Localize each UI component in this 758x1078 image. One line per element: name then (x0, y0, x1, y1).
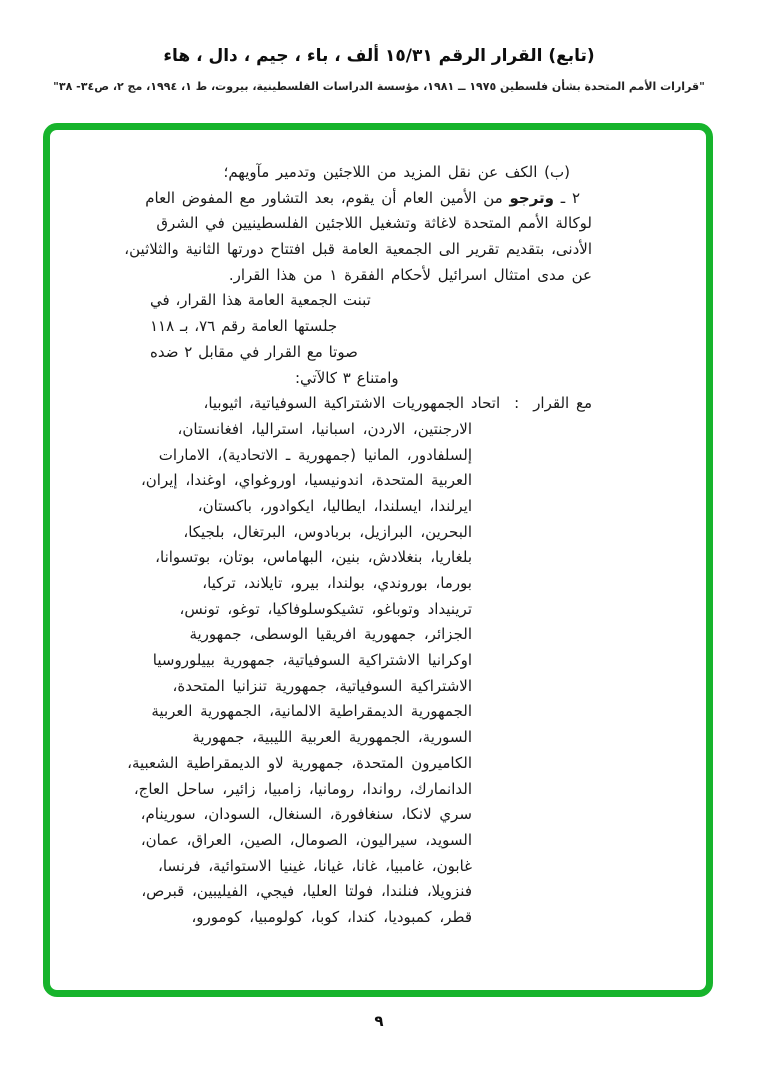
paragraph-line: عن مدى امتثال اسرائيل لأحكام الفقرة ١ من هذا القرار. (228, 265, 592, 284)
country-list-line: ترينيداد وتوباغو، تشيكوسلوفاكيا، توغو، تونس، (179, 599, 472, 618)
paragraph-line: لوكالة الأمم المتحدة لاغاثة وتشغيل اللاجئين الفلسطينيين في الشرق (156, 214, 592, 233)
country-list-line: البحرين، البرازيل، بربادوس، البرتغال، بلجيكا، (183, 522, 472, 541)
paragraph-text: من الأمين العام أن يقوم، بعد التشاور مع المفوض العام (145, 188, 510, 207)
country-list-line: بورما، بوروندي، بولندا، بيرو، تايلاند، تركيا، (202, 574, 472, 592)
country-list-line: ايرلندا، ايسلندا، ايطاليا، ايكوادور، باكستان، (197, 496, 472, 515)
country-list-line: إلسلفادور، المانيا (جمهورية ـ الاتحادية)، الامارات (158, 445, 472, 464)
country-list-line: الكاميرون المتحدة، جمهورية لاو الديمقراطية الشعبية، (127, 753, 472, 772)
page-header-title: (تابع) القرار الرقم ١٥/٣١ ألف ، باء ، جيم ، دال ، هاء (163, 46, 595, 66)
country-list-line: الجزائر، جمهورية افريقيا الوسطى، جمهورية (189, 625, 472, 644)
country-list-line: قطر، كمبوديا، كندا، كوبا، كولومبيا، كومورو، (191, 907, 472, 926)
adoption-line: وامتناع ٣ كالآتي: (295, 368, 399, 387)
country-list-line: السويد، سيراليون، الصومال، الصين، العراق، عمان، (140, 830, 472, 849)
operative-verb: وترجو (509, 188, 554, 207)
adoption-line: صوتا مع القرار في مقابل ٢ ضده (150, 342, 358, 361)
country-list-line: الجمهورية الديمقراطية الالمانية، الجمهورية العربية (151, 702, 472, 721)
country-list-line: فنزويلا، فنلندا، فولتا العليا، فيجي، الفيليبين، قبرص، (141, 882, 472, 901)
adoption-line: جلستها العامة رقم ٧٦، بـ ١١٨ (150, 317, 338, 336)
country-list-line: السورية، الجمهورية العربية الليبية، جمهورية (192, 728, 472, 747)
paragraph-line: الأدنى، بتقديم تقرير الى الجمعية العامة قبل افتتاح دورتها الثانية والثلاثين، (124, 240, 592, 259)
source-citation: "قرارات الأمم المتحدة بشأن فلسطين ١٩٧٥ ــ ١٩٨١، مؤسسة الدراسات الفلسطينية، بيروت، ط ١، ١٩٩٤، مج ٢، ص٣٤- ٣٨" (53, 80, 705, 93)
adoption-line: تبنت الجمعية العامة هذا القرار، في (150, 291, 371, 310)
vote-label: مع القرار (533, 394, 592, 413)
country-list-line: غابون، غامبيا، غانا، غيانا، غينيا الاستوائية، فرنسا، (158, 856, 472, 875)
country-list-line: الارجنتين، الاردن، اسبانيا، استراليا، افغانستان، (177, 419, 472, 438)
country-list-line: الدانمارك، رواندا، رومانيا، زامبيا، زائير، ساحل العاج، (133, 779, 472, 798)
paragraph-line: (ب) الكف عن نقل المزيد من اللاجئين وتدمير مآويهم؛ (223, 163, 570, 181)
vote-separator: : (514, 394, 520, 413)
page-number: ٩ (374, 1012, 384, 1030)
country-list-line: بلغاريا، بنغلادش، بنين، البهاماس، بوتان، بوتسوانا، (155, 548, 472, 567)
vote-line (150, 391, 592, 417)
resolution-body-text (124, 160, 592, 931)
country-list-line: سري لانكا، سنغافورة، السنغال، السودان، سورينام، (140, 805, 472, 824)
paragraph-number: ٢ ـ (554, 188, 580, 207)
paragraph-line (145, 186, 592, 212)
country-list-line: العربية المتحدة، اندونيسيا، اوروغواي، اوغندا، إيران، (140, 471, 472, 490)
country-list-start: اتحاد الجمهوريات الاشتراكية السوفياتية، اثيوبيا، (203, 394, 501, 413)
country-list-line: الاشتراكية السوفياتية، جمهورية تنزانيا المتحدة، (172, 676, 472, 695)
country-list-line: اوكرانيا الاشتراكية السوفياتية، جمهورية بييلوروسيا (152, 651, 472, 670)
